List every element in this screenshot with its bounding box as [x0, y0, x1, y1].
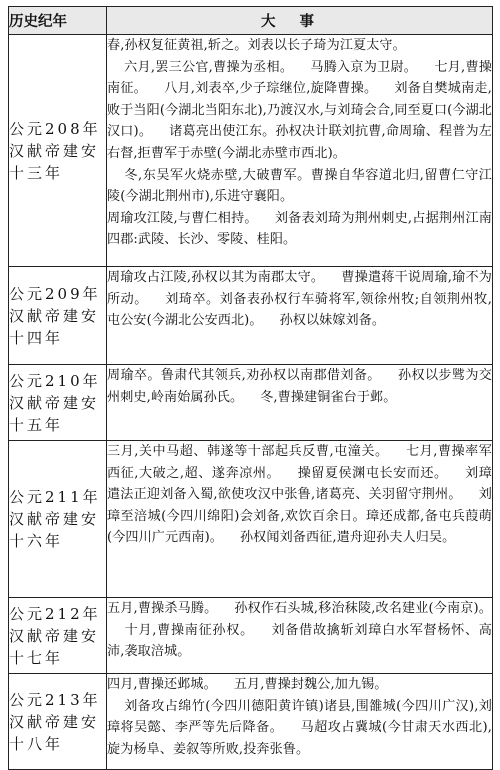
era-line: 公元210年: [9, 371, 101, 390]
event-text: 周瑜攻占江陵,孙权以其为南郡太守。: [107, 270, 325, 285]
header-era: 历史纪年: [9, 7, 107, 35]
table-row: [9, 598, 493, 674]
event-text: 操留夏侯渊屯长安而还。: [297, 465, 448, 481]
era-line: 十四年: [9, 328, 64, 347]
era-line: 汉献帝建安: [9, 510, 100, 528]
event-text: 五月,曹操封魏公,加九锡。: [233, 677, 388, 692]
era-line: 十八年: [9, 734, 64, 753]
event-text: 春,孙权复征黄祖,斩之。刘表以长子琦为江夏太守。: [107, 38, 406, 53]
event-text: 马腾入京为卫尉。: [310, 59, 418, 75]
event-text: 冬,曹操建铜雀台于邺。: [260, 389, 397, 405]
era-line: 汉献帝建安: [9, 141, 100, 160]
event-text: 四月,曹操还邺城。: [107, 677, 217, 692]
event-text: 曹操遣蒋干说周瑜,瑜不为所动。: [107, 270, 492, 307]
table-header-row: [9, 7, 493, 35]
event-text: 刘琦卒。刘备表孙权行车骑将军,领徐州牧;自领荆州牧,屯公安(今湖北公安西北)。: [107, 291, 492, 329]
event-text: 孙权以步骘为交州刺史,岭南始属孙氏。: [107, 368, 492, 405]
event-text: 五月,曹操杀马腾。: [107, 601, 218, 616]
event-text: 孙权闻刘备西征,遣舟迎孙夫人归吴。: [239, 530, 456, 546]
era-cell: [9, 598, 107, 674]
event-text: 周瑜攻江陵,与曹仁相持。: [107, 210, 258, 226]
era-line: 公元209年: [9, 284, 101, 303]
era-cell: [9, 441, 107, 598]
events-cell: [107, 365, 493, 441]
events-cell: [107, 598, 493, 674]
era-cell: [9, 365, 107, 441]
event-text: 刘备借故擒斩刘璋白水军督杨怀、高沛,袭取涪城。: [107, 622, 492, 660]
table-row: [9, 267, 493, 365]
event-text: 七月,曹操率军西征,大破之,超、遂奔凉州。: [107, 444, 492, 481]
era-line: 十六年: [9, 532, 64, 550]
event-text: 冬,东吴军火烧赤壁,大破曹军。曹操自华容道北归,留曹仁守江陵(今湖北荆州市),乐进守襄阳。: [107, 167, 492, 205]
event-text: 六月,罢三公官,曹操为丞相。: [124, 59, 294, 75]
era-line: 汉献帝建安: [9, 393, 100, 412]
table-row: [9, 365, 493, 441]
era-line: 汉献帝建安: [9, 306, 100, 325]
events-cell: [107, 441, 493, 598]
era-cell: [9, 674, 107, 770]
events-cell: [107, 35, 493, 267]
era-line: 十三年: [9, 163, 64, 182]
era-line: 公元211年: [9, 488, 101, 506]
event-text: 孙权以妹嫁刘备。: [279, 313, 386, 329]
era-line: 公元212年: [9, 604, 101, 623]
events-cell: [107, 267, 493, 365]
header-events: 大事: [107, 7, 493, 35]
table-row: [9, 441, 493, 598]
era-cell: [9, 267, 107, 365]
era-line: 公元213年: [9, 690, 101, 709]
event-text: 孙权作石头城,移治秣陵,改名建业(今南京)。: [234, 601, 493, 616]
event-text: 诸葛亮出使江东。孙权决计联刘抗曹,命周瑜、程普为左右督,拒曹军于赤壁(今湖北赤壁市西北)。: [107, 124, 492, 161]
event-text: 三月,关中马超、韩遂等十部起兵反曹,屯潼关。: [107, 444, 389, 459]
event-text: 刘备表刘琦为荆州刺史,占据荆州江南四郡:武陵、长沙、零陵、桂阳。: [107, 210, 492, 248]
event-text: 刘备自樊城南走,败于当阳(今湖北当阳东北),乃渡汉水,与刘琦会合,同至夏口(今湖北汉口)。: [107, 81, 492, 140]
event-text: 马超攻占冀城(今甘肃天水西北),旋为杨阜、姜叙等所败,投奔张鲁。: [107, 720, 492, 757]
event-text: 七月,曹操南征。: [107, 59, 492, 97]
event-text: 八月,刘表卒,少子琮继位,旋降曹操。: [164, 81, 378, 97]
era-line: 十五年: [9, 415, 64, 434]
chronology-table: [8, 6, 493, 770]
era-cell: [9, 35, 107, 267]
events-cell: [107, 674, 493, 770]
table-row: [9, 674, 493, 770]
event-text: 刘备攻占绵竹(今四川德阳黄许镇)诸县,围雒城(今四川广汉),刘璋将吴懿、李严等先后降备。: [107, 698, 492, 736]
era-line: 公元208年: [9, 119, 101, 138]
event-text: 十月,曹操南征孙权。: [124, 622, 254, 638]
era-line: 汉献帝建安: [9, 626, 100, 645]
era-line: 十七年: [9, 648, 64, 667]
event-text: 刘璋遣法正迎刘备入蜀,欲使攻汉中张鲁,诸葛亮、关羽留守荆州。: [107, 465, 492, 503]
table-row: [9, 35, 493, 267]
event-text: 刘璋至涪城(今四川绵阳)会刘备,欢饮百余日。璋还成都,备屯兵葭萌(今四川广元西南)。: [107, 487, 492, 546]
era-line: 汉献帝建安: [9, 712, 100, 731]
event-text: 周瑜卒。鲁肃代其领兵,劝孙权以南郡借刘备。: [107, 368, 381, 383]
